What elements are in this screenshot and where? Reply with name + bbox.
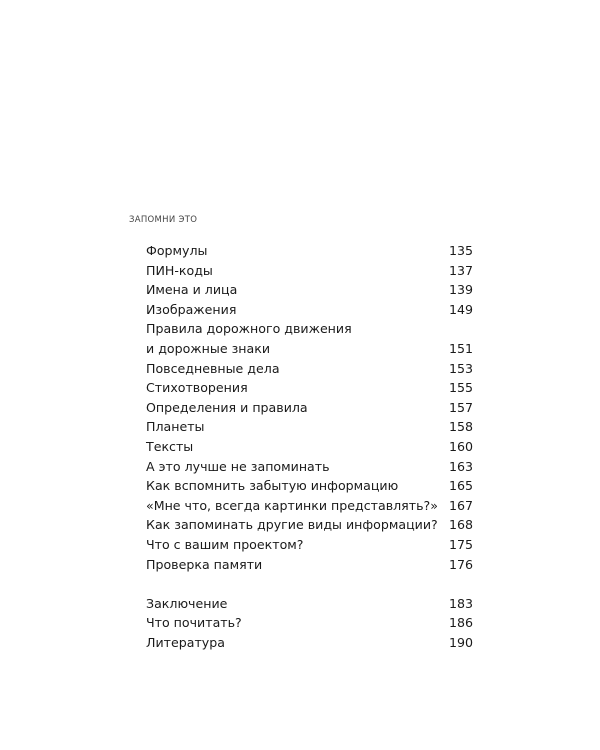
toc-entry — [146, 594, 476, 614]
toc-entry-title: Литература — [146, 634, 225, 650]
toc-entry — [146, 359, 476, 379]
toc-entry-title: Повседневные дела — [146, 360, 280, 376]
toc-entry-page: 155 — [448, 380, 473, 396]
toc-entry — [146, 555, 476, 575]
toc-entry-title: А это лучше не запоминать — [146, 458, 330, 474]
toc-entry-page: 158 — [448, 419, 473, 435]
toc-entry-title: Формулы — [146, 243, 208, 258]
toc-entry-page: 137 — [448, 262, 473, 278]
toc-entry-title: Имена и лица — [146, 282, 238, 298]
toc-entry — [146, 398, 476, 418]
toc-entry-title: Тексты — [146, 438, 194, 454]
toc-entry-page: 163 — [448, 458, 473, 474]
toc-entry — [146, 280, 476, 300]
toc-entry-page: 139 — [448, 282, 473, 298]
table-of-contents — [146, 241, 476, 652]
toc-entry-title: ПИН-коды — [146, 262, 213, 278]
toc-entry-page: 175 — [448, 536, 473, 552]
toc-entry-title: Как вспомнить забытую информацию — [146, 478, 399, 494]
toc-entry-title: Изображения — [146, 301, 237, 317]
toc-entry-page: 190 — [448, 634, 473, 650]
toc-entry — [146, 241, 476, 261]
toc-entry-title: Что почитать? — [146, 615, 242, 631]
toc-entry-page: 165 — [448, 478, 473, 494]
toc-entry-page: 135 — [448, 243, 473, 258]
toc-entry-page: 176 — [448, 556, 473, 572]
toc-entry-page: 157 — [448, 399, 473, 415]
toc-entry — [146, 261, 476, 281]
toc-entry-title: Проверка памяти — [146, 556, 263, 572]
toc-entry — [146, 339, 476, 359]
toc-entry-title: Правила дорожного движения — [146, 321, 352, 337]
toc-entry-title: Стихотворения — [146, 380, 248, 396]
toc-entry-title: «Мне что, всегда картинки представлять?» — [146, 497, 438, 513]
toc-entry-title: Определения и правила — [146, 399, 308, 415]
toc-entry — [146, 319, 476, 339]
toc-entry — [146, 633, 476, 653]
toc-entry-title: Как запоминать другие виды информации? — [146, 517, 438, 533]
toc-entry-page: 183 — [448, 595, 473, 611]
toc-entry — [146, 417, 476, 437]
toc-entry — [146, 613, 476, 633]
toc-entry-page: 167 — [448, 497, 473, 513]
toc-entry — [146, 437, 476, 457]
toc-entry-title: и дорожные знаки — [146, 340, 271, 356]
toc-entry — [146, 515, 476, 535]
toc-entry-page: 160 — [448, 438, 473, 454]
toc-entry-title: Заключение — [146, 595, 228, 611]
running-head: ЗАПОМНИ ЭТО — [129, 215, 198, 225]
toc-entry-page: 186 — [448, 615, 473, 631]
toc-entry-page: 168 — [448, 517, 473, 533]
toc-entry — [146, 496, 476, 516]
toc-entry-page: 153 — [448, 360, 473, 376]
toc-entry-page: 151 — [448, 340, 473, 356]
toc-entry — [146, 535, 476, 555]
toc-entry-page: 149 — [448, 301, 473, 317]
toc-entry — [146, 457, 476, 477]
toc-entry — [146, 476, 476, 496]
toc-entry — [146, 378, 476, 398]
toc-entry-title: Что с вашим проектом? — [146, 536, 304, 552]
toc-entry — [146, 300, 476, 320]
toc-entry-title: Планеты — [146, 419, 205, 435]
